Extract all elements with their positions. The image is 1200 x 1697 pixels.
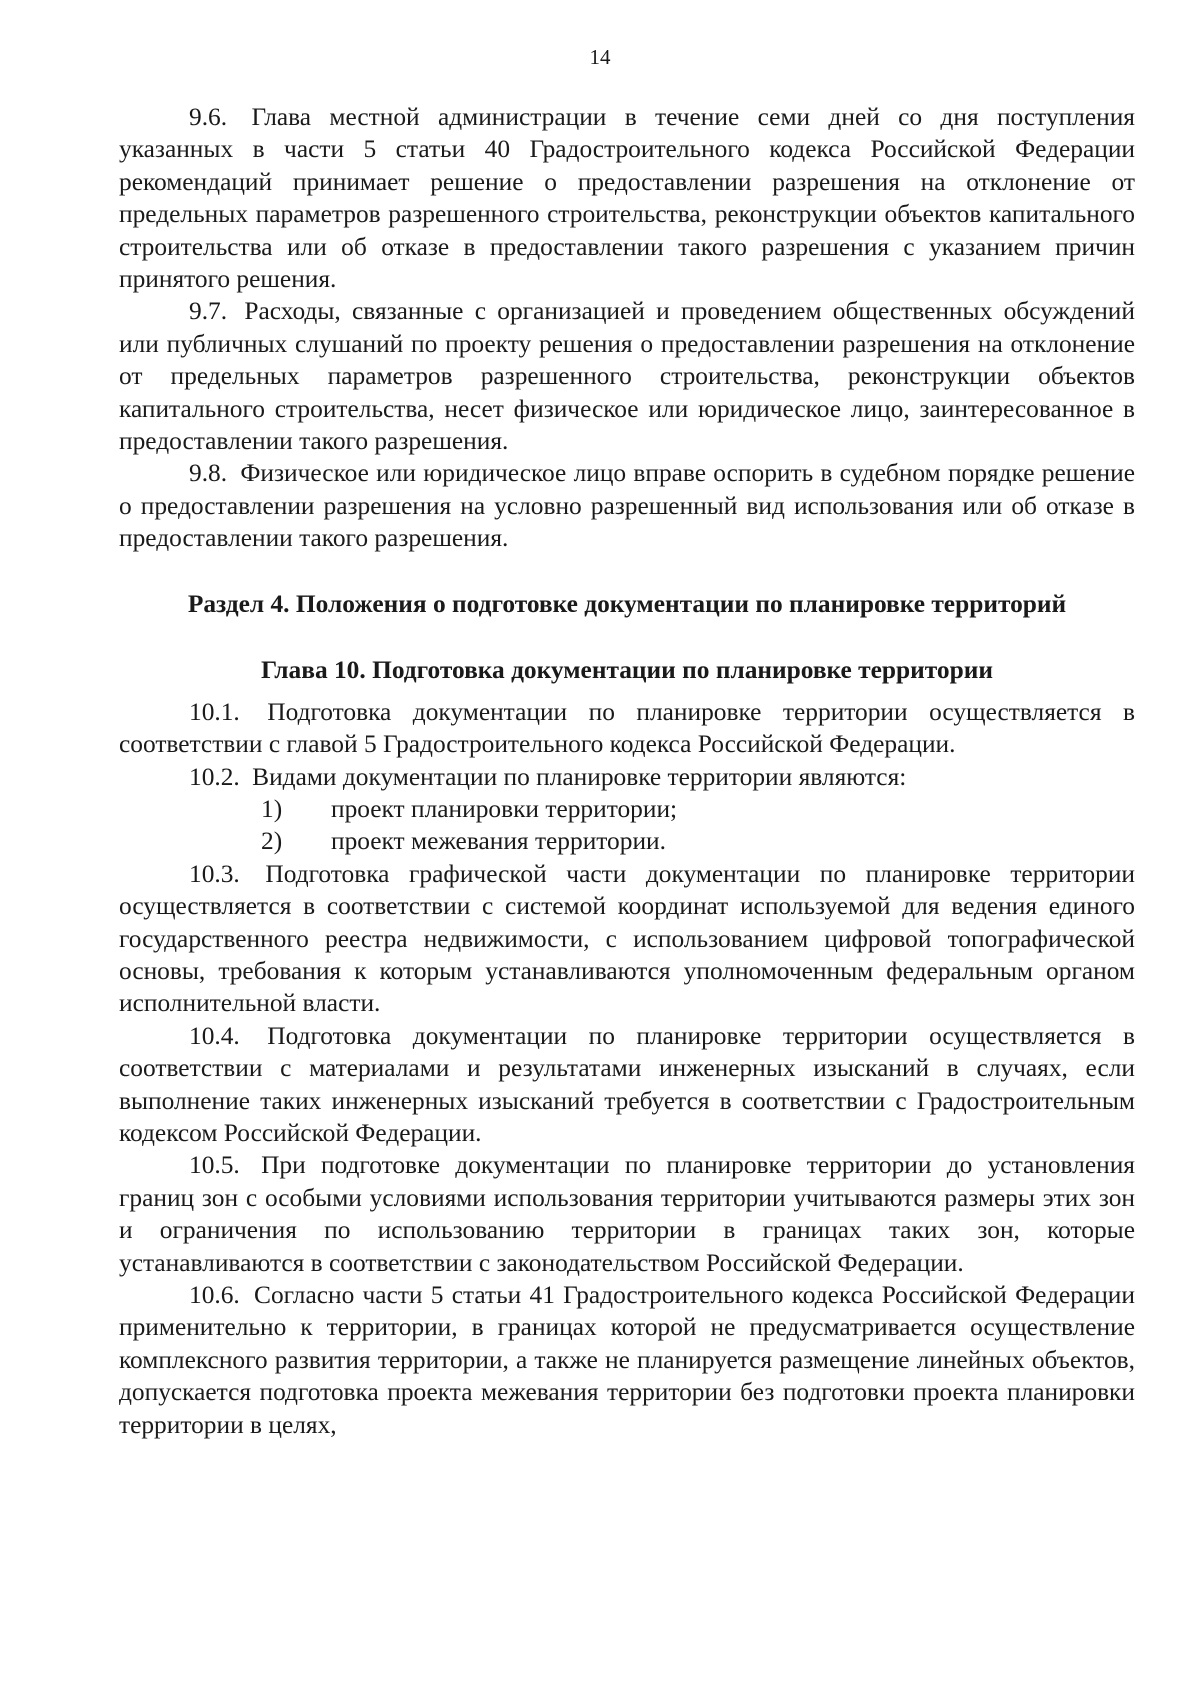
paragraph-number: 10.4. [189,1021,240,1050]
paragraph-number: 10.3. [189,859,240,888]
paragraph-text: Подготовка графической части документации по планировке территории осуществляется в соответствии с системой координат используемой для ведения единого государственного реестра недвижимости, с использованием цифровой топографической основы, требования к которым устанавливаются уполномоченным федеральным органом исполнительной власти. [119,859,1135,1018]
paragraph-text: Согласно части 5 статьи 41 Градостроительного кодекса Российской Федерации применительно к территории, в границах которой не предусматривается осуществление комплексного развития территории, а также не планируется размещение линейных объектов, допускается подготовка проекта межевания территории без подготовки проекта планировки территории в целях, [119,1281,1135,1439]
list-text: проект планировки территории; [331,794,678,823]
paragraph-10-3 [119,858,1135,1020]
paragraph-text: Видами документации по планировке территории являются: [252,762,907,791]
paragraph-9-7 [119,295,1135,457]
paragraph-number: 9.7. [189,297,228,326]
paragraph-number: 10.1. [189,697,240,726]
paragraph-10-4 [119,1020,1135,1150]
list-text: проект межевания территории. [331,827,666,856]
paragraph-10-5 [119,1149,1135,1279]
paragraph-9-6 [119,101,1135,295]
paragraph-number: 10.2. [189,762,240,791]
paragraph-number: 9.6. [189,103,228,131]
paragraph-10-6 [119,1279,1135,1441]
list-marker: 1) [261,794,283,823]
paragraph-text: Подготовка документации по планировке территории осуществляется в соответствии с главой 5 Градостроительного кодекса Российской Федерации. [119,697,1135,759]
section-title: Раздел 4. Положения о подготовке документации по планировке территорий [187,589,1067,618]
paragraph-text: Глава местной администрации в течение семи дней со дня поступления указанных в части 5 статьи 40 Градостроительного кодекса Российской Федерации рекомендаций принимает решение о предоставлении разрешения на отклонение от предельных параметров разрешенного строительства, реконструкции объектов капитального строительства или об отказе в предоставлении такого разрешения с указанием причин принятого решения. [119,103,1135,294]
chapter-title: Глава 10. Подготовка документации по планировке территории [261,655,993,684]
paragraph-text: Подготовка документации по планировке территории осуществляется в соответствии с материалами и результатами инженерных изысканий в случаях, если выполнение таких инженерных изысканий требуется в соответствии с Градостроительным кодексом Российской Федерации. [119,1021,1135,1147]
paragraph-10-1 [119,696,1135,761]
page-number: 14 [589,45,611,69]
paragraph-text: Физическое или юридическое лицо вправе оспорить в судебном порядке решение о предоставлении разрешения на условно разрешенный вид использования или об отказе в предоставлении такого разрешения. [119,459,1135,553]
list-item [119,825,1135,857]
paragraph-number: 9.8. [189,459,228,488]
list-item [119,793,1135,825]
paragraph-number: 10.6. [189,1281,240,1309]
paragraph-10-2 [119,761,1135,793]
paragraph-text: Расходы, связанные с организацией и проведением общественных обсуждений или публичных слушаний по проекту решения о предоставлении разрешения на отклонение от предельных параметров разрешенного строительства, реконструкции объектов капитального строительства, несет физическое или юридическое лицо, заинтересованное в предоставлении такого разрешения. [119,297,1135,456]
paragraph-text: При подготовке документации по планировке территории до установления границ зон с особыми условиями использования территории учитываются размеры этих зон и ограничения по использованию территории в границах таких зон, которые устанавливаются в соответствии с законодательством Российской Федерации. [119,1151,1135,1277]
document-body [119,101,1135,1441]
paragraph-9-8 [119,457,1135,554]
paragraph-number: 10.5. [189,1151,240,1180]
list-marker: 2) [261,827,283,856]
